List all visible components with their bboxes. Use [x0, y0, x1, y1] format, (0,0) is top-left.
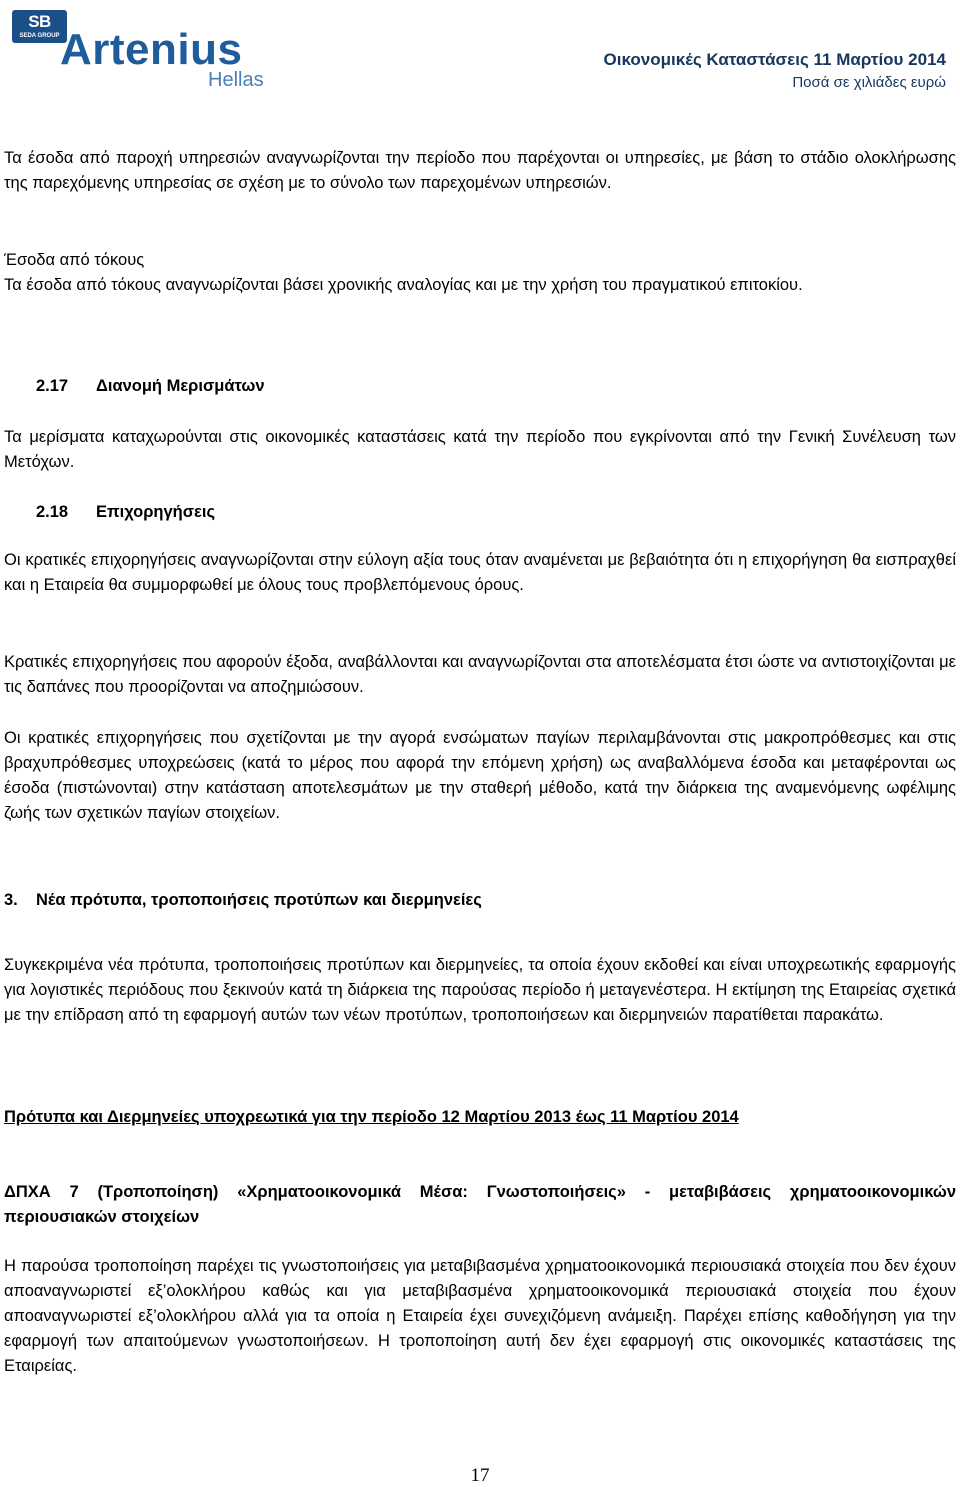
- section-218-number: 2.18: [36, 503, 69, 521]
- section-218-title: Επιχορηγήσεις: [96, 503, 216, 521]
- section-217-paragraph: Τα μερίσματα καταχωρούνται στις οικονομικές καταστάσεις κατά την περίοδο που εγκρίνονται από την Γενική Συνέλευση των Μετόχων.: [4, 428, 956, 471]
- ifrs7-title: ΔΠΧΑ 7 (Τροποποίηση) «Χρηματοοικονομικά Μέσα: Γνωστοποιήσεις» - μεταβιβάσεις χρηματοοικονομικών περιουσιακών στοιχείων: [4, 1183, 956, 1226]
- report-subtitle: Ποσά σε χιλιάδες ευρώ: [792, 74, 946, 91]
- interest-heading: Έσοδα από τόκους: [4, 251, 145, 269]
- section-218-paragraph-1: Οι κρατικές επιχορηγήσεις αναγνωρίζονται στην εύλογη αξία τους όταν αναμένεται με βεβαιότητα ότι η επιχορήγηση θα εισπραχθεί και η Εταιρεία θα συμμορφωθεί με όλους τους προβλεπόμενους όρους.: [4, 551, 956, 594]
- section-3-paragraph: Συγκεκριμένα νέα πρότυπα, τροποποιήσεις προτύπων και διερμηνείες, τα οποία έχουν εκδοθεί και είναι υποχρεωτικής εφαρμογής για λογιστικές περιόδους που ξεκινούν κατά τη διάρκεια της παρούσας περίοδο ή μεταγενέστερα. Η εκτίμηση της Εταιρείας σχετικά με την επίδραση από τη εφαρμογή αυτών των νέων προτύπων, τροποποιήσεων και διερμηνειών παρατίθεται παρακάτω.: [4, 956, 956, 1024]
- section-3-title: Νέα πρότυπα, τροποποιήσεις προτύπων και διερμηνείες: [36, 891, 482, 909]
- section-217-title: Διανομή Μερισμάτων: [96, 377, 265, 395]
- page-number: 17: [470, 1465, 490, 1486]
- interest-paragraph: Τα έσοδα από τόκους αναγνωρίζονται βάσει χρονικής αναλογίας και με την χρήση του πραγματικού επιτοκίου.: [4, 276, 803, 294]
- section-218-paragraph-2: Κρατικές επιχορηγήσεις που αφορούν έξοδα, αναβάλλονται και αναγνωρίζονται στα αποτελέσματα έτσι ώστε να αντιστοιχίζονται με τις δαπάνες που προορίζονται να αποζημιώσουν.: [4, 653, 956, 696]
- ifrs7-paragraph: Η παρούσα τροποποίηση παρέχει τις γνωστοποιήσεις για μεταβιβασμένα χρηματοοικονομικά περιουσιακά στοιχεία που δεν έχουν αποαναγνωριστεί εξ’ολοκλήρου καθώς και για μεταβιβασμένα χρηματοοικονομικά περιουσιακά στοιχεία που έχουν αποαναγνωριστεί εξ’ολοκλήρου αλλά για τα οποία η Εταιρεία έχει συνεχιζόμενη ανάμειξη. Παρέχει επίσης καθοδήγηση για την εφαρμογή των απαιτούμενων γνωστοποιήσεων. Η τροποποίηση αυτή δεν έχει εφαρμογή στις οικονομικές καταστάσεις της Εταιρείας.: [4, 1257, 956, 1375]
- section-3-number: 3.: [4, 891, 18, 909]
- services-revenue-paragraph: Τα έσοδα από παροχή υπηρεσιών αναγνωρίζονται την περίοδο που παρέχονται οι υπηρεσίες, με βάση το στάδιο ολοκλήρωσης της παρεχόμενης υπηρεσίας σε σχέση με το σύνολο των παρεχομένων υπηρεσιών.: [4, 149, 956, 192]
- logo-badge-text: SB: [28, 12, 51, 31]
- logo-group-text: SEDA GROUP: [19, 33, 60, 39]
- brand-name: Artenius: [60, 25, 243, 74]
- section-217-number: 2.17: [36, 377, 69, 395]
- report-title: Οικονομικές Καταστάσεις 11 Μαρτίου 2014: [603, 50, 946, 69]
- brand-subtitle: Hellas: [208, 69, 264, 91]
- section-218-paragraph-3: Οι κρατικές επιχορηγήσεις που σχετίζονται με την αγορά ενσώματων παγίων περιλαμβάνονται στις μακροπρόθεσμες και στις βραχυπρόθεσμες υποχρεώσεις (κατά το μέρος που αφορά την επόμενη χρήση) ως αναβαλλόμενα έσοδα και μεταφέρονται ως έσοδα (πιστώνονται) στην κατάσταση αποτελεσμάτων με την σταθερή μέθοδο, κατά την διάρκεια της αναμενόμενης ωφέλιμης ζωής των σχετικών παγίων στοιχείων.: [4, 729, 956, 822]
- standards-heading: Πρότυπα και Διερμηνείες υποχρεωτικά για την περίοδο 12 Μαρτίου 2013 έως 11 Μαρτίου 2014: [4, 1108, 739, 1126]
